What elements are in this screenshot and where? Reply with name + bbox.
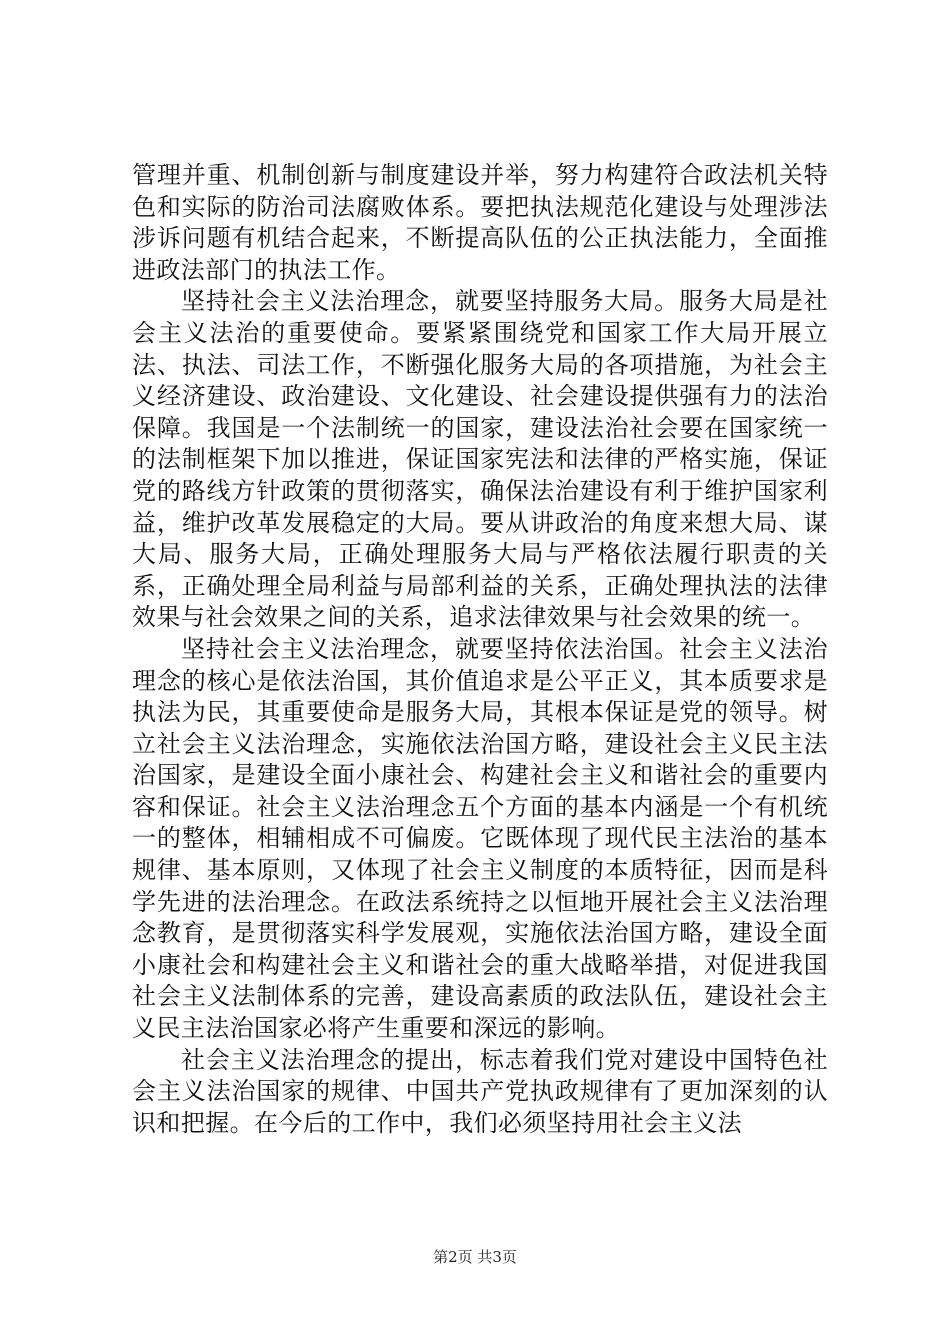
page-number-footer: 第2页 共3页 <box>433 1248 517 1266</box>
paragraph-conclusion: 社会主义法治理念的提出，标志着我们党对建设中国特色社会主义法治国家的规律、中国共产党执政规律有了更加深刻的认识和把握。在今后的工作中，我们必须坚持用社会主义法 <box>132 1045 828 1137</box>
paragraph-continuation: 管理并重、机制创新与制度建设并举，努力构建符合政法机关特色和实际的防治司法腐败体系。要把执法规范化建设与处理涉法涉诉问题有机结合起来，不断提高队伍的公正执法能力，全面推进政法部门的执法工作。 <box>132 161 828 284</box>
paragraph-serve-overall-situation: 坚持社会主义法治理念，就要坚持服务大局。服务大局是社会主义法治的重要使命。要紧紧围绕党和国家工作大局开展立法、执法、司法工作，不断强化服务大局的各项措施，为社会主义经济建设、政治建设、文化建设、社会建设提供强有力的法治保障。我国是一个法制统一的国家，建设法治社会要在国家统一的法制框架下加以推进，保证国家宪法和法律的严格实施，保证党的路线方针政策的贯彻落实，确保法治建设有利于维护国家利益，维护改革发展稳定的大局。要从讲政治的角度来想大局、谋大局、服务大局，正确处理服务大局与严格依法履行职责的关系，正确处理全局利益与局部利益的关系，正确处理执法的法律效果与社会效果之间的关系，追求法律效果与社会效果的统一。 <box>132 287 828 632</box>
document-body <box>132 160 828 1139</box>
paragraph-rule-of-law: 坚持社会主义法治理念，就要坚持依法治国。社会主义法治理念的核心是依法治国，其价值追求是公平正义，其本质要求是执法为民，其重要使命是服务大局，其根本保证是党的领导。树立社会主义法治理念，实施依法治国方略，建设社会主义民主法治国家，是建设全面小康社会、构建社会主义和谐社会的重要内容和保证。社会主义法治理念五个方面的基本内涵是一个有机统一的整体，相辅相成不可偏废。它既体现了现代民主法治的基本规律、基本原则，又体现了社会主义制度的本质特征，因而是科学先进的法治理念。在政法系统持之以恒地开展社会主义法治理念教育，是贯彻落实科学发展观，实施依法治国方略，建设全面小康社会和构建社会主义和谐社会的重大战略举措，对促进我国社会主义法制体系的完善，建设高素质的政法队伍，建设社会主义民主法治国家必将产生重要和深远的影响。 <box>132 634 828 1043</box>
